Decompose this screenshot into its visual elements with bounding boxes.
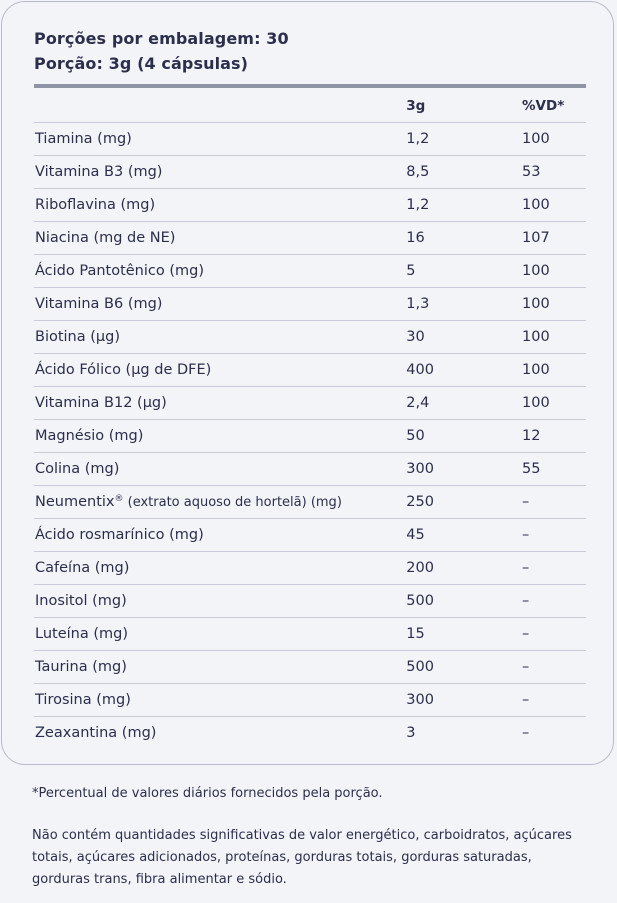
disclaimer-text: Não contém quantidades significativas de valor energético, carboidratos, açúcares totais, açúcares adicionados, proteínas, gorduras totais, gorduras saturadas, gorduras trans, fibra alimentar e sódio. (32, 828, 572, 887)
servings-per-package: Porções por embalagem: 30 (34, 29, 289, 48)
nutrient-name: Magnésio (mg) (34, 420, 406, 453)
nutrient-dv: 100 (522, 123, 586, 156)
registered-mark: ® (114, 494, 124, 504)
nutrient-name (34, 486, 406, 519)
table-row (34, 156, 586, 189)
nutrient-name: Zeaxantina (mg) (35, 725, 157, 741)
nutrient-name: Luteína (mg) (34, 618, 406, 651)
nutrient-dv: 55 (522, 453, 586, 486)
column-header-amount: 3g (406, 90, 522, 123)
nutrient-name: Vitamina B12 (µg) (34, 387, 406, 420)
table-row (34, 288, 586, 321)
nutrient-amount: 500 (406, 651, 522, 684)
column-header-nutrient (34, 90, 406, 123)
serving-size: Porção: 3g (4 cápsulas) (34, 54, 249, 73)
nutrient-name: Inositol (mg) (34, 585, 406, 618)
nutrient-amount: 2,4 (406, 387, 522, 420)
nutrient-amount: 300 (406, 453, 522, 486)
header-divider (34, 84, 586, 88)
nutrition-facts-card (1, 1, 614, 765)
nutrient-amount: 1,3 (406, 288, 522, 321)
nutrient-dv: 100 (522, 387, 586, 420)
nutrient-name: Tiamina (mg) (34, 123, 406, 156)
table-row (34, 618, 586, 651)
nutrient-dv: 100 (522, 354, 586, 387)
table-row (34, 420, 586, 453)
nutrient-amount: 16 (406, 222, 522, 255)
nutrient-amount: 5 (406, 255, 522, 288)
table-row (34, 651, 586, 684)
table-header-row (34, 90, 586, 123)
nutrient-name: Niacina (mg de NE) (34, 222, 406, 255)
table-row (34, 717, 586, 750)
nutrient-dv: 12 (522, 420, 586, 453)
nutrient-amount: 300 (406, 684, 522, 717)
table-row (34, 387, 586, 420)
nutrient-name: Riboflavina (mg) (34, 189, 406, 222)
table-row (34, 321, 586, 354)
nutrient-dv: – (522, 618, 586, 651)
nutrient-dv: – (522, 684, 586, 717)
table-row (34, 354, 586, 387)
nutrient-amount: 8,5 (406, 156, 522, 189)
nutrient-dv: 107 (522, 222, 586, 255)
nutrient-amount: 400 (406, 354, 522, 387)
nutrient-name: Cafeína (mg) (34, 552, 406, 585)
nutrient-amount: 3 (406, 725, 416, 741)
nutrient-name: Ácido Pantotênico (mg) (34, 255, 406, 288)
nutrient-name: Ácido Fólico (µg de DFE) (34, 354, 406, 387)
table-row (34, 585, 586, 618)
serving-info (34, 26, 289, 76)
nutrient-name: Tirosina (mg) (34, 684, 406, 717)
nutrient-amount: 500 (406, 585, 522, 618)
nutrient-amount: 15 (406, 618, 522, 651)
nutrient-name: Vitamina B3 (mg) (34, 156, 406, 189)
table-row (34, 255, 586, 288)
table-row (34, 123, 586, 156)
nutrient-amount: 50 (406, 420, 522, 453)
nutrient-amount: 250 (406, 486, 522, 519)
table-row (34, 519, 586, 552)
nutrient-amount: 30 (406, 321, 522, 354)
nutrient-name: Colina (mg) (34, 453, 406, 486)
nutrient-dv: 100 (522, 255, 586, 288)
nutrient-dv: – (522, 651, 586, 684)
nutrient-dv: – (522, 519, 586, 552)
table-row (34, 486, 586, 519)
table-row (34, 684, 586, 717)
nutrient-amount: 45 (406, 519, 522, 552)
nutrient-name: Taurina (mg) (34, 651, 406, 684)
nutrient-name-main: Neumentix (35, 494, 115, 510)
nutrient-name: Biotina (µg) (34, 321, 406, 354)
table-row (34, 552, 586, 585)
nutrient-dv: 100 (522, 321, 586, 354)
nutrient-amount: 200 (406, 552, 522, 585)
nutrient-dv: – (522, 585, 586, 618)
nutrient-dv: 53 (522, 156, 586, 189)
nutrient-dv: 100 (522, 288, 586, 321)
nutrient-name: Vitamina B6 (mg) (34, 288, 406, 321)
column-header-dv: %VD* (522, 90, 586, 123)
nutrient-amount: 1,2 (406, 189, 522, 222)
nutrition-table (34, 90, 586, 749)
nutrient-name-detail: (extrato aquoso de hortelã) (mg) (123, 495, 342, 510)
dv-footnote: *Percentual de valores diários fornecidos pela porção. (32, 786, 383, 801)
nutrient-dv: – (522, 486, 586, 519)
nutrient-name: Ácido rosmarínico (mg) (34, 519, 406, 552)
nutrient-dv: – (522, 552, 586, 585)
nutrient-amount: 1,2 (406, 123, 522, 156)
table-row (34, 222, 586, 255)
table-row (34, 189, 586, 222)
nutrient-dv: 100 (522, 189, 586, 222)
nutrient-dv: – (522, 725, 530, 741)
table-row (34, 453, 586, 486)
